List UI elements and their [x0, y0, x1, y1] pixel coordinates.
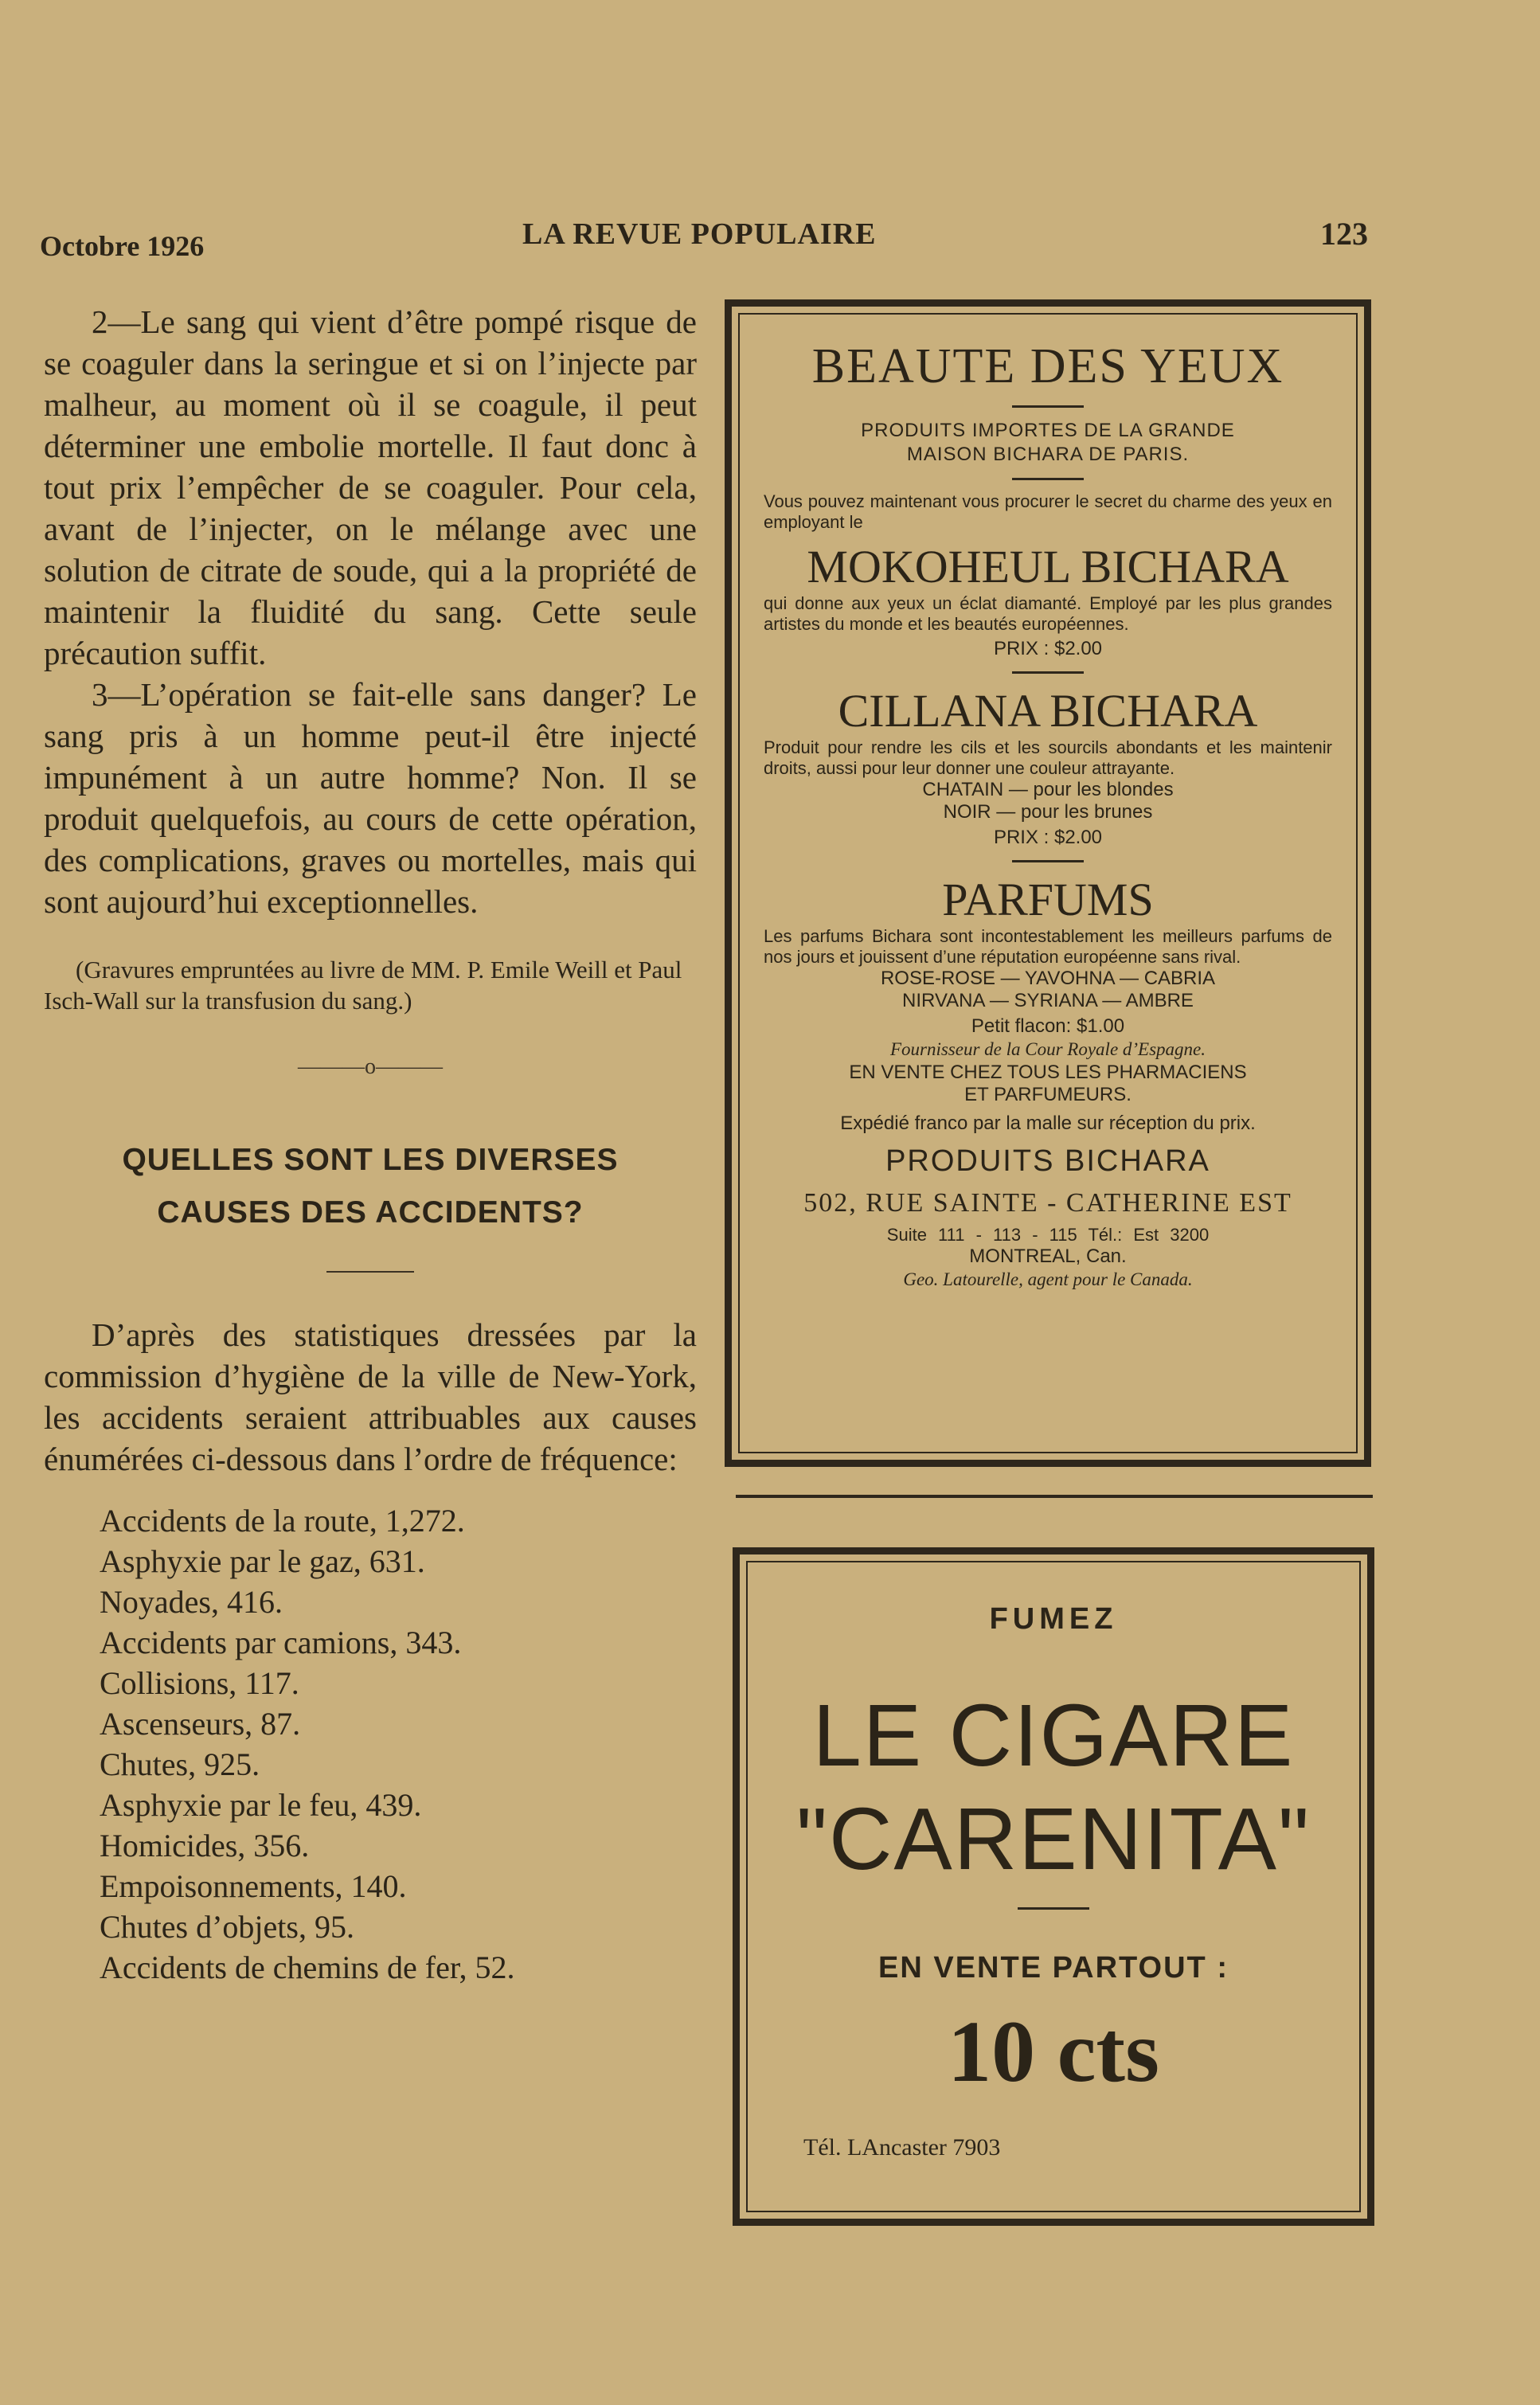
title-rule: [326, 1271, 414, 1273]
list-item: Asphyxie par le feu, 439.: [100, 1787, 422, 1823]
shade-chatain: CHATAIN — pour les blondes: [922, 779, 1174, 800]
list-item: Ascenseurs, 87.: [100, 1706, 301, 1742]
list-item: Accidents par camions, 343.: [100, 1625, 462, 1660]
section-title-line1: QUELLES SONT LES DIVERSES: [122, 1143, 619, 1177]
ad-subtitle-1: PRODUITS IMPORTES DE LA GRANDE: [861, 420, 1235, 441]
ad-intro: Vous pouvez maintenant vous procurer le secret du charme des yeux en employant le: [764, 491, 1332, 532]
paragraph-coagulation: 2—Le sang qui vient d’être pompé risque de se coaguler dans la seringue et si on l’injecte par malheur, au moment où il se coagule, il peut déterminer une embolie mortelle. Il faut donc à tout prix l’empêcher de se coaguler. Pour cela, avant de l’injecter, on le mélange avec une solution de citrate de soude, qui a la propriété de maintenir la fluidité du sang. Cette seule précaution suffit.: [44, 303, 697, 671]
statistics-intro: D’après des statistiques dressées par la commission d’hygiène de la ville de New-York, les accidents seraient attribuables aux causes énumérées ci-dessous dans l’ordre de fréquence:: [44, 1316, 697, 1477]
product-parfums: PARFUMS: [942, 874, 1154, 925]
company-name: PRODUITS BICHARA: [885, 1144, 1210, 1178]
ad-rule: [1012, 860, 1084, 862]
list-item: Asphyxie par le gaz, 631.: [100, 1543, 425, 1579]
bichara-advertisement: [725, 299, 1371, 1467]
canada-agent: Geo. Latourelle, agent pour le Canada.: [903, 1269, 1193, 1289]
scents-line-1: ROSE-ROSE — YAVOHNA — CABRIA: [880, 968, 1216, 989]
issue-date: Octobre 1926: [40, 230, 205, 262]
ad-headline: BEAUTE DES YEUX: [811, 339, 1284, 393]
company-address: 502, RUE SAINTE - CATHERINE EST: [803, 1188, 1292, 1218]
ad-rule: [1012, 671, 1084, 674]
ad-rule: [1012, 478, 1084, 480]
company-city: MONTREAL, Can.: [969, 1246, 1127, 1267]
engravings-caption: (Gravures empruntées au livre de MM. P. Emile Weill et Paul Isch-Wall sur la transfusion du sang.): [44, 956, 682, 1015]
section-separator: ———o———: [298, 1054, 443, 1079]
article-column: [44, 301, 697, 1988]
scents-line-2: NIRVANA — SYRIANA — AMBRE: [902, 990, 1194, 1011]
product-parfums-price: Petit flacon: $1.00: [971, 1015, 1125, 1037]
section-title: [44, 1134, 697, 1239]
accident-causes-list: [44, 1500, 697, 1988]
product-cillana-price: PRIX : $2.00: [993, 827, 1103, 848]
magazine-title: LA REVUE POPULAIRE: [522, 217, 877, 251]
company-suite-phone: Suite 111 - 113 - 115 Tél.: Est 3200: [886, 1225, 1210, 1245]
product-mokoheul-price: PRIX : $2.00: [993, 638, 1103, 659]
ad-rule: [1018, 1907, 1089, 1910]
list-item: Noyades, 416.: [100, 1584, 283, 1620]
list-item: Chutes, 925.: [100, 1746, 260, 1782]
list-item: Empoisonnements, 140.: [100, 1868, 407, 1904]
ad-subtitle-2: MAISON BICHARA DE PARIS.: [906, 444, 1190, 465]
product-cillana: CILLANA BICHARA: [838, 685, 1258, 737]
bichara-ad-content: [764, 338, 1332, 1292]
shipping-note: Expédié franco par la malle sur réception du prix.: [840, 1113, 1256, 1134]
list-item: Accidents de chemins de fer, 52.: [100, 1949, 515, 1985]
cigar-name: [756, 1684, 1351, 1891]
sale-line-1: EN VENTE CHEZ TOUS LES PHARMACIENS: [849, 1062, 1247, 1083]
divider-rule: [736, 1495, 1373, 1498]
page-number: 123: [1320, 216, 1368, 252]
product-parfums-desc: Les parfums Bichara sont incontestablement les meilleurs parfums de nos jours et jouissent d’une réputation européenne sans rival.: [764, 926, 1332, 967]
cigar-name-line1: LE CIGARE: [812, 1687, 1295, 1785]
cigar-advertisement: [733, 1547, 1374, 2226]
list-item: Chutes d’objets, 95.: [100, 1909, 354, 1945]
list-item: Collisions, 117.: [100, 1665, 299, 1701]
cigar-phone: Tél. LAncaster 7903: [803, 2134, 1001, 2161]
cigar-price: 10 cts: [948, 2003, 1159, 2100]
fumez-heading: FUMEZ: [989, 1602, 1118, 1636]
royal-supplier: Fournisseur de la Cour Royale d’Espagne.: [889, 1039, 1206, 1059]
list-item: Homicides, 356.: [100, 1828, 310, 1863]
paragraph-danger: 3—L’opération se fait-elle sans danger? Le sang pris à un homme peut-il être injecté impunément à un autre homme? Non. Il se produit quelquefois, au cours de cette opération, des complications, graves ou mortelles, mais qui sont aujourd’hui exceptionnelles.: [44, 676, 697, 920]
product-mokoheul-desc: qui donne aux yeux un éclat diamanté. Employé par les plus grandes artistes du monde et les beautés européennes.: [764, 593, 1332, 634]
product-cillana-desc: Produit pour rendre les cils et les sourcils abondants et les maintenir droits, aussi pour leur donner une couleur attrayante.: [764, 737, 1332, 778]
sale-everywhere: EN VENTE PARTOUT :: [878, 1951, 1229, 1985]
list-item: Accidents de la route, 1,272.: [100, 1503, 465, 1539]
shade-noir: NOIR — pour les brunes: [943, 801, 1153, 823]
product-mokoheul: MOKOHEUL BICHARA: [807, 541, 1289, 592]
sale-line-2: ET PARFUMEURS.: [964, 1084, 1132, 1105]
section-title-line2: CAUSES DES ACCIDENTS?: [157, 1195, 584, 1230]
ad-rule: [1012, 405, 1084, 408]
running-header: [40, 215, 1378, 263]
cigar-name-line2: "CARENITA": [795, 1790, 1311, 1888]
cigar-ad-content: [756, 1554, 1351, 2161]
